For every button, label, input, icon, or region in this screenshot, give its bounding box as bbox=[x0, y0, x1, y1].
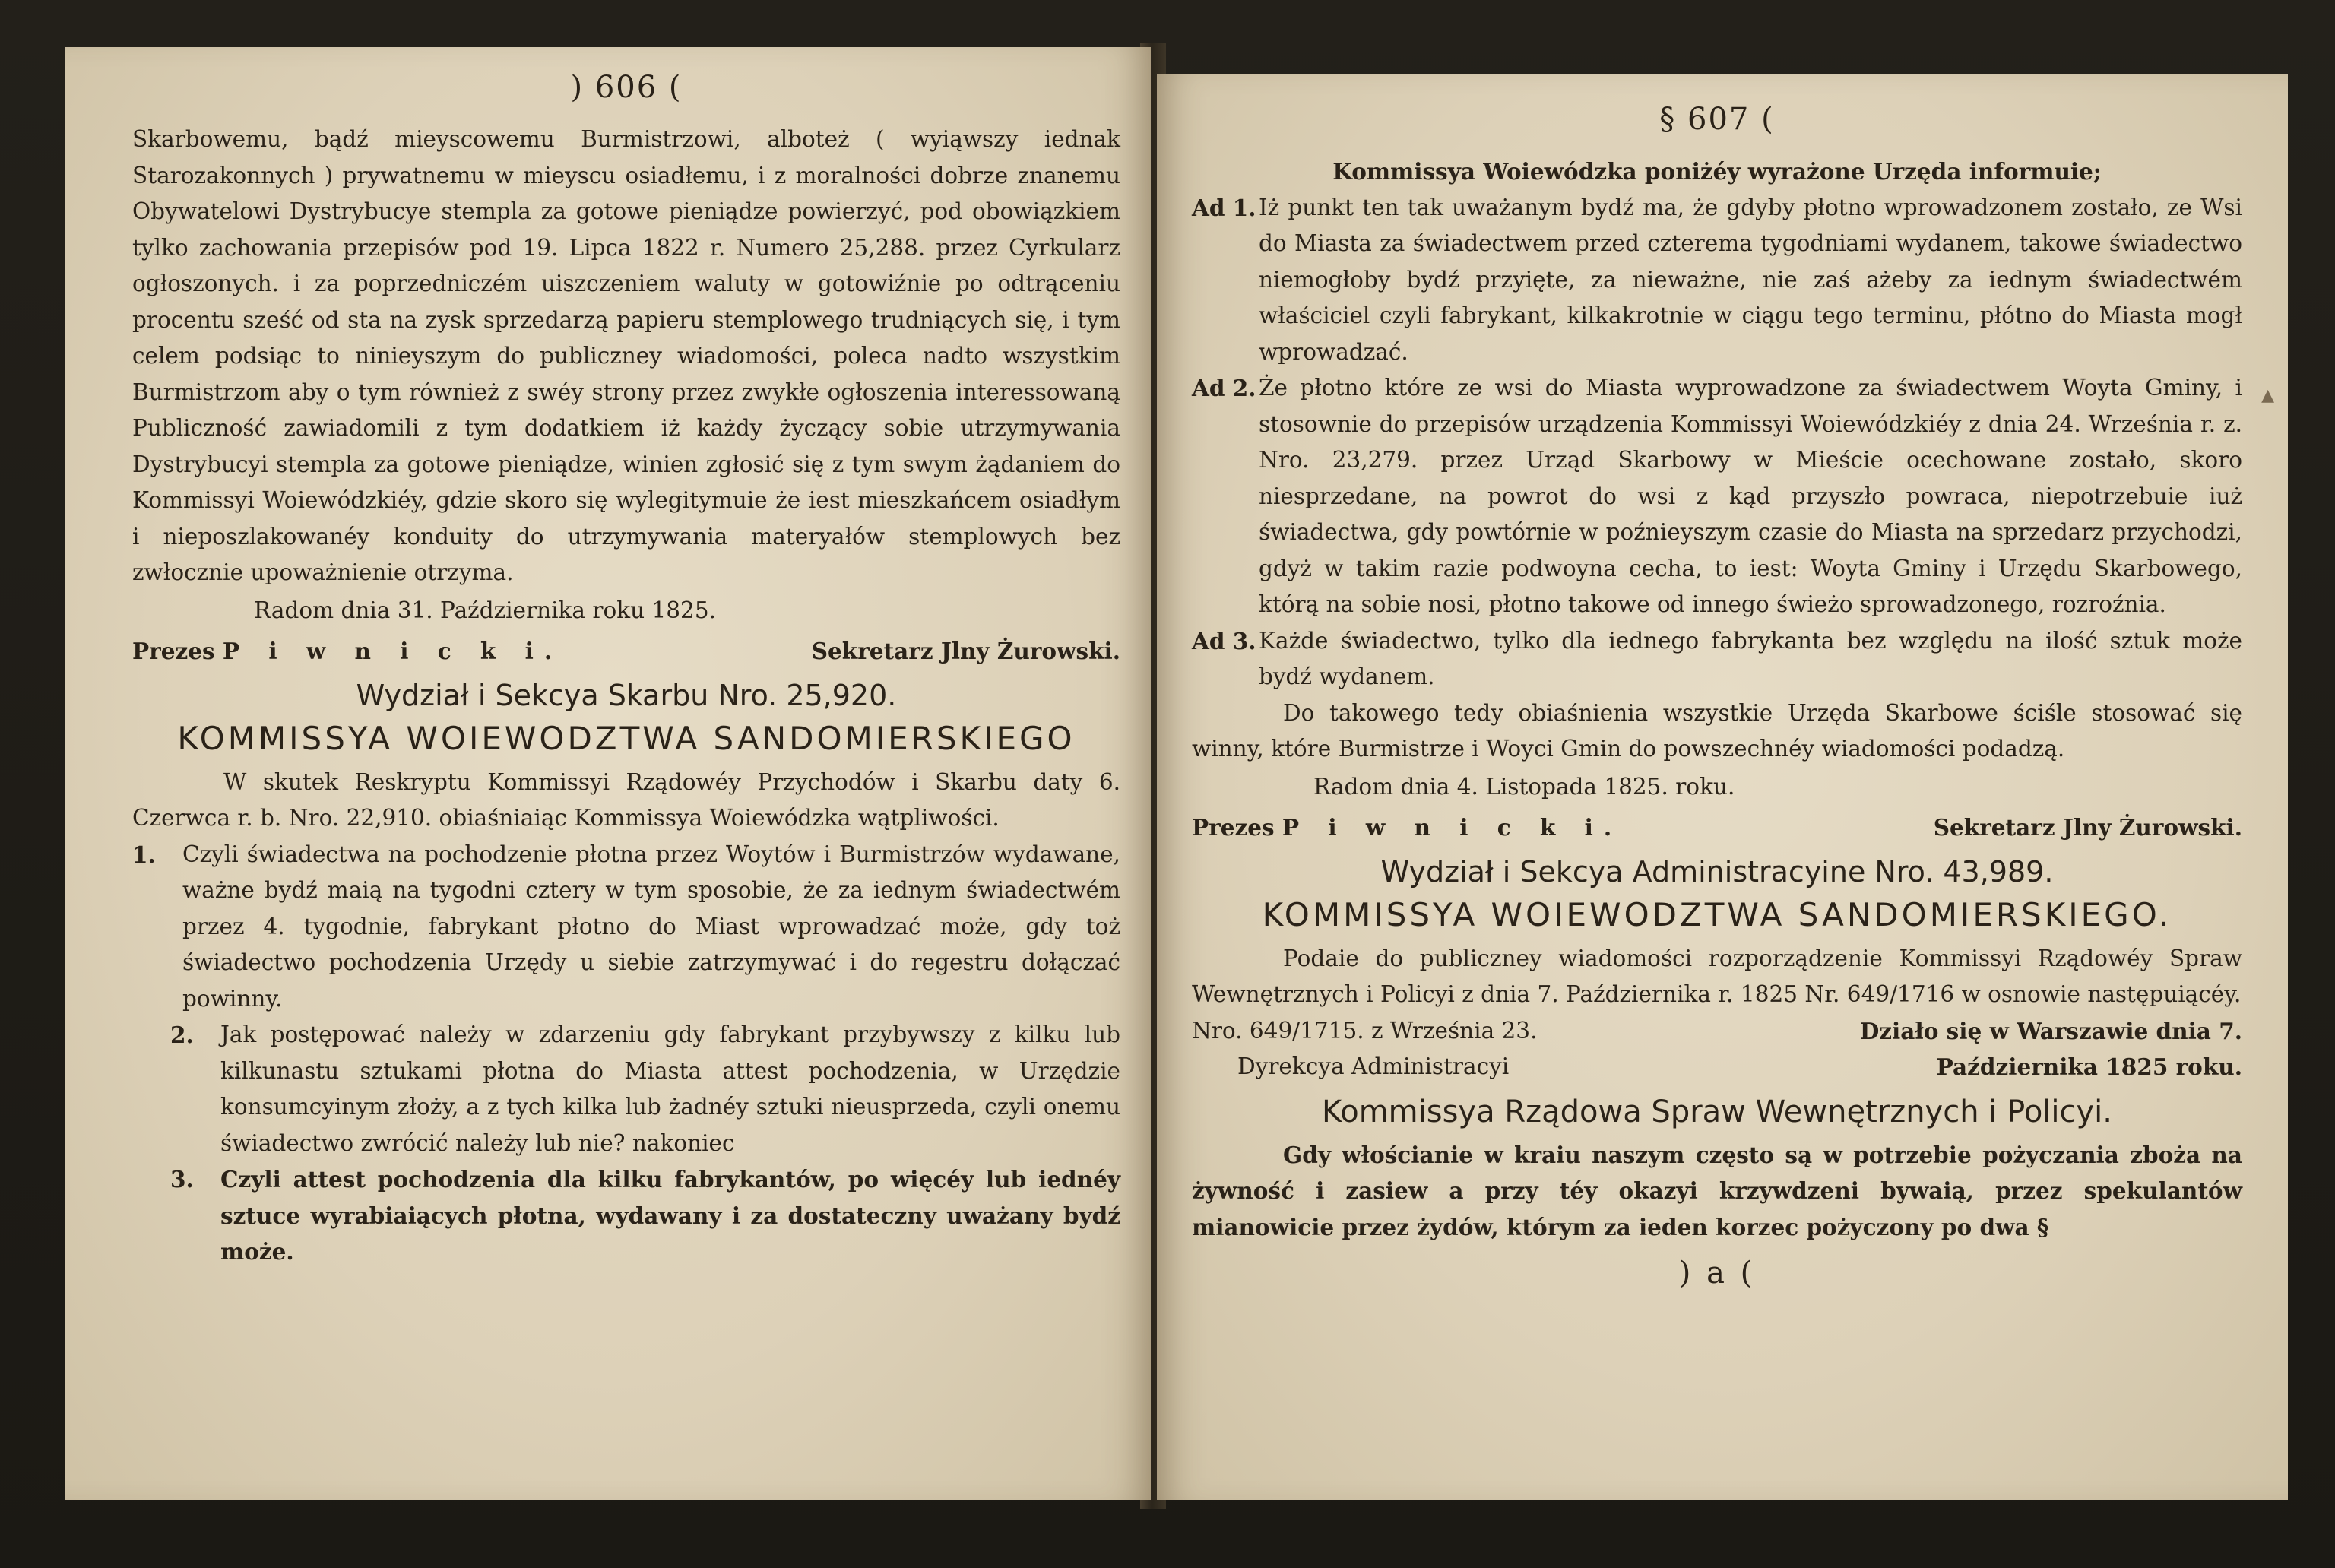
item-text: Że płotno które ze wsi do Miasta wyprowadzone za świadectwem Woyta Gminy, i stosownie do przepisów urządzenia Kommissyi Woiewódzkiéy z dnia 24. Września r. z. Nro. 23,279. przez Urząd Skarbowy w Mieście ocechowane zostało, skoro niesprzedane, na powrot do wsi z kąd przyszło powraca, niepotrzebuie iuż świadectwa, gdy powtórnie w poźnieyszym czasie do Miasta na sprzedarz przychodzi, gdyż w takim razie podwoyna cecha, to iest: Woyta Gminy i Urzędu Skarbowego, którą na sobie nosi, płotno takowe od innego świeżo sprowadzonego, rozroźnia. bbox=[1259, 375, 2242, 617]
item-label: 1. bbox=[132, 841, 156, 868]
left-date: Radom dnia 31. Października roku 1825. bbox=[254, 597, 716, 623]
item-text: Jak postępować należy w zdarzeniu gdy fabrykant przybywszy z kilku lub kilkunastu sztukami płotna do Miasta attest pochodzenia, w Urzędzie konsumcyinym złoży, a z tych kilka lub żadnéy sztuki nieusprzeda, czyli onemu świadectwo zwrócić należy lub nie? nakoniec bbox=[220, 1022, 1120, 1156]
right-section-heading: Wydział i Sekcya Administracyine Nro. 43,989. bbox=[1380, 854, 2054, 889]
item-label: 3. bbox=[170, 1166, 194, 1193]
item-text: Każde świadectwo, tylko dla iednego fabrykanta bez względu na ilość sztuk może bydź wydanem. bbox=[1259, 627, 2242, 689]
page-number-right: § 607 ( bbox=[1659, 102, 1775, 137]
left-president bbox=[132, 632, 562, 670]
right-intro: Kommissya Woiewódzka poniżéy wyrażone Urzęda informuie; bbox=[1332, 158, 2102, 185]
reference-left: Nro. 649/1715. z Września 23. bbox=[1192, 1017, 1538, 1044]
reference-row-2 bbox=[1192, 1049, 2242, 1085]
left-secretary: Sekretarz Jlny Żurowski. bbox=[811, 637, 1120, 664]
item-label: Ad 1. bbox=[1192, 194, 1256, 221]
left-section-heading: Wydział i Sekcya Skarbu Nro. 25,920. bbox=[356, 678, 897, 712]
left-commission-heading: KOMMISSYA WOIEWODZTWA SANDOMIERSKIEGO bbox=[177, 719, 1076, 757]
right-date: Radom dnia 4. Listopada 1825. roku. bbox=[1313, 773, 1735, 800]
item-label: 2. bbox=[170, 1022, 194, 1048]
right-signatures bbox=[1192, 809, 2242, 847]
page-number-left: ) 606 ( bbox=[570, 70, 683, 105]
item-text: Czyli attest pochodzenia dla kilku fabrykantów, po więcéy lub iednéy sztuce wyrabiaiących płotna, wydawany i za dostateczny uważany bydź może. bbox=[220, 1166, 1120, 1265]
left-page bbox=[65, 47, 1151, 1500]
item-text: Czyli świadectwa na pochodzenie płotna przez Woytów i Burmistrzów wydawane, ważne bydź maią na tygodni cztery w tym sposobie, że za iednym świadectwém przez 4. tygodnie, fabrykant płotno do Miast wprowadzać może, gdy toż świadectwo pochodzenia Urzędy u siebie zatrzymywać i do regestru dołączać powinny. bbox=[182, 841, 1120, 1012]
reference-right: Działo się w Warszawie dnia 7. bbox=[1859, 1017, 2242, 1044]
right-item-3 bbox=[1192, 623, 2242, 695]
reference-row-1 bbox=[1192, 1013, 2242, 1050]
right-commission-heading: KOMMISSYA WOIEWODZTWA SANDOMIERSKIEGO. bbox=[1262, 895, 2172, 933]
right-president bbox=[1192, 809, 1622, 847]
right-item-2 bbox=[1192, 370, 2242, 623]
ministry-heading: Kommissya Rządowa Spraw Wewnętrznych i Policyi. bbox=[1321, 1094, 2113, 1129]
right-closing: Do takowego tedy obiaśnienia wszystkie Urzęda Skarbowe ściśle stosować się winny, które Burmistrze i Woyci Gmin do powszechnéy wiadomości podadzą. bbox=[1192, 699, 2242, 762]
right-page bbox=[1157, 74, 2288, 1500]
president-name: P i w n i c k i. bbox=[222, 637, 563, 664]
left-item-3 bbox=[132, 1161, 1120, 1270]
item-label: Ad 3. bbox=[1192, 627, 1256, 654]
president-name: P i w n i c k i. bbox=[1282, 813, 1623, 841]
reference-right: Października 1825 roku. bbox=[1936, 1053, 2242, 1080]
left-item-1 bbox=[132, 837, 1120, 1018]
left-signatures bbox=[132, 632, 1120, 670]
president-label: Prezes bbox=[1192, 813, 1275, 841]
catchword: ) a ( bbox=[1678, 1256, 1756, 1291]
right-notice: Podaie do publiczney wiadomości rozporządzenie Kommissyi Rządowéy Spraw Wewnętrznych i Policyi z dnia 7. Października r. 1825 Nr. 649/1716 w osnowie następuiącéy. bbox=[1192, 945, 2242, 1007]
reference-left: Dyrekcya Administracyi bbox=[1237, 1053, 1510, 1079]
margin-arrow-icon: ▲ bbox=[2261, 386, 2274, 405]
item-text: Iż punkt ten tak uważanym bydź ma, że gdyby płotno wprowadzonem zostało, ze Wsi do Miasta za świadectwem przed czterema tygodniami wydanem, takowe świadectwo niemogłoby bydź przyięte, za nieważne, nie zaś ażeby za iednym świadectwém właściciel czyli fabrykant, kilkakrotnie w ciągu tego terminu, płótno do Miasta mogł wprowadzać. bbox=[1259, 194, 2242, 365]
president-label: Prezes bbox=[132, 637, 215, 664]
left-intro: W skutek Reskryptu Kommissyi Rządowéy Przychodów i Skarbu daty 6. Czerwca r. b. Nro. 22,910. obiaśniaiąc Kommissya Woiewódzka wątpliwości. bbox=[132, 768, 1120, 831]
item-label: Ad 2. bbox=[1192, 375, 1256, 401]
right-secretary: Sekretarz Jlny Żurowski. bbox=[1933, 813, 2242, 841]
left-item-2 bbox=[132, 1017, 1120, 1161]
left-paragraph-1: Skarbowemu, bądź mieyscowemu Burmistrzowi, alboteż ( wyiąwszy iednak Starozakonnych ) prywatnemu w mieyscu osiadłemu, i z moralności dobrze znanemu Obywatelowi Dystrybucye stempla za gotowe pieniądze powierzyć, pod obowiązkiem tylko zachowania przepisów pod 19. Lipca 1822 r. Numero 25,288. przez Cyrkularz ogłoszonych. i za poprzedniczém uiszczeniem waluty w gotowiźnie po odtrąceniu procentu sześć od sta na zysk sprzedarzą papieru stemplowego trudniących się, i tym celem podsiąc to ninieyszym do publiczney wiadomości, poleca nadto wszystkim Burmistrzom aby o tym również z swéy strony przez zwykłe ogłoszenia interessowaną Publiczność zawiadomili z tym dodatkiem iż każdy życzący sobie utrzymywania Dystrybucyi stempla za gotowe pieniądze, winien zgłosić się z tym swym żądaniem do Kommissyi Woiewódzkiéy, gdzie skoro się wylegitymuie że iest mieszkańcem osiadłym i nieposzlakowanéy konduity do utrzymywania materyałów stemplowych bez zwłocznie upoważnienie otrzyma. bbox=[132, 126, 1120, 585]
right-item-1 bbox=[1192, 190, 2242, 371]
right-final-paragraph: Gdy włościanie w kraiu naszym często są w potrzebie pożyczania zboża na żywność i zasiew a przy téy okazyi krzywdzeni bywaią, przez spekulantów mianowicie przez żydów, którym za ieden korzec pożyczony po dwa § bbox=[1192, 1141, 2242, 1240]
